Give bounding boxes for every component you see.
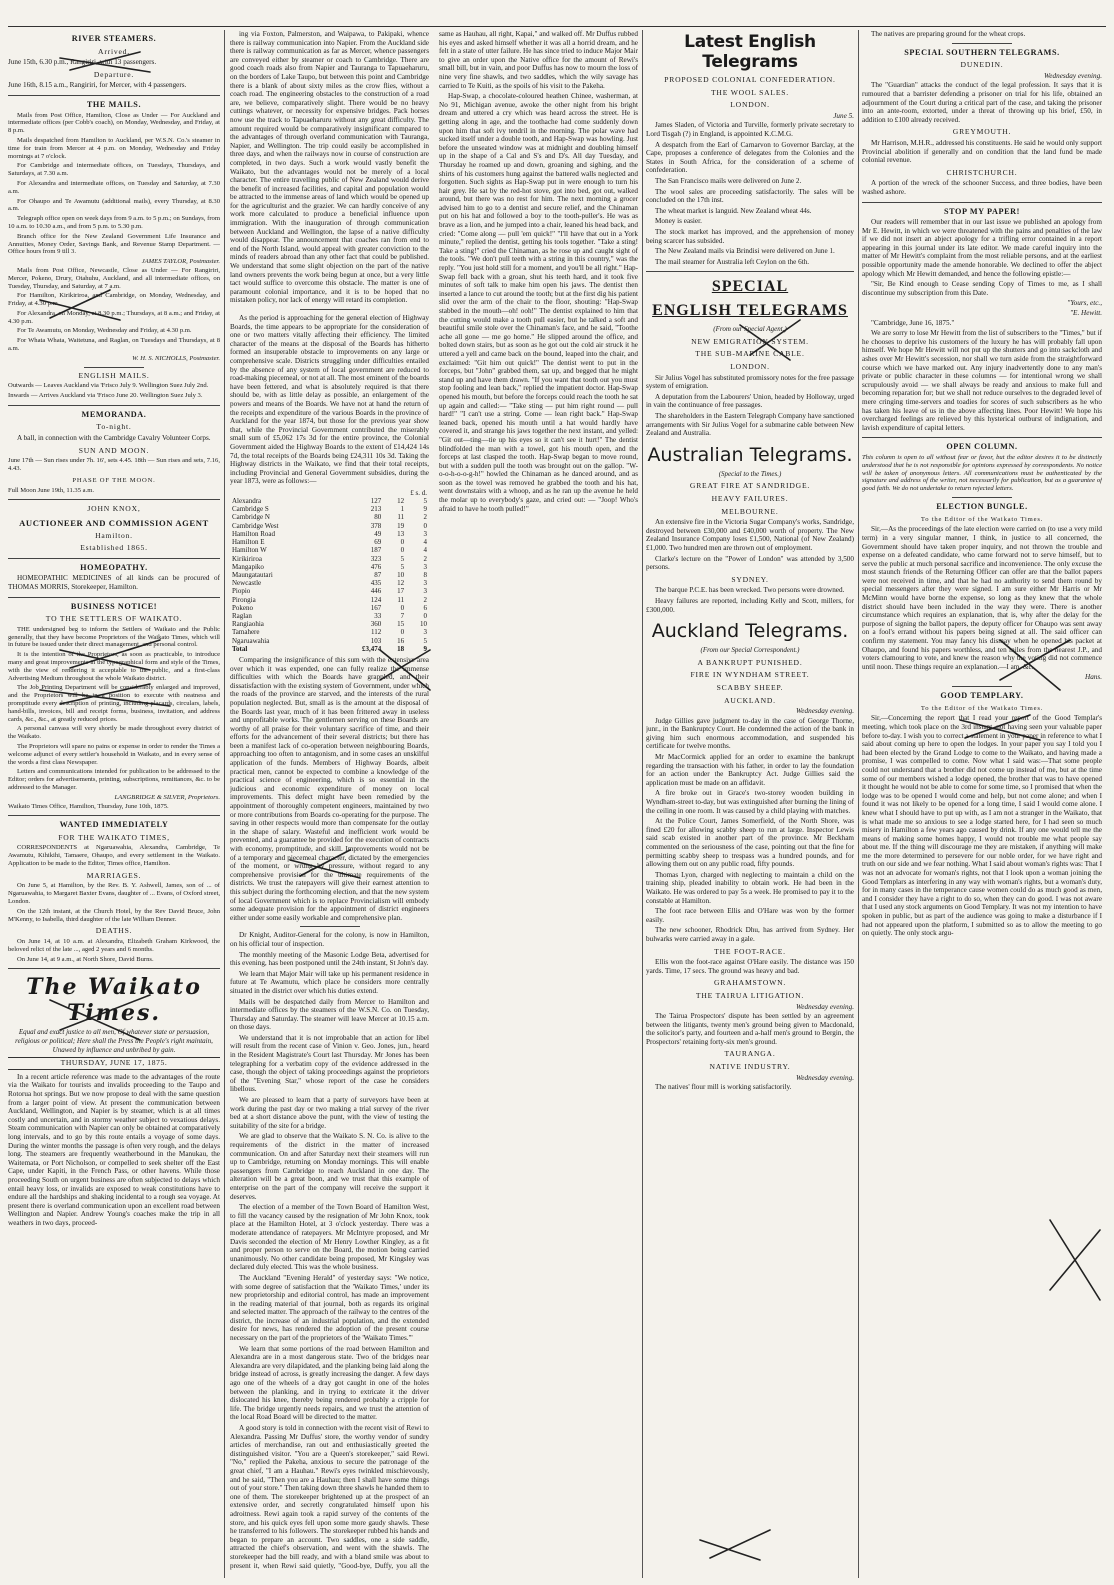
place-heading: DUNEDIN. xyxy=(960,60,1004,70)
business-notice-sub: TO THE SETTLERS OF WAIKATO. xyxy=(45,614,183,624)
subheading: SCABBY SHEEP. xyxy=(716,682,784,692)
news-para: The Tairua Prospectors' dispute has been settled by an agreement between the litigants, twenty men's ground being given to Macdonald, the solicitor's party, and fourteen and a-half men's ground to Bergin, the Prospectors' retaining forty-six men's ground. xyxy=(646,1012,854,1046)
table-cell-amount: 446 xyxy=(370,587,382,596)
subheading: NATIVE INDUSTRY. xyxy=(709,1062,791,1072)
subheading: NEW EMIGRATION SYSTEM. xyxy=(691,336,809,346)
news-para: The barque P.C.E. has been wrecked. Two persons were drowned. xyxy=(655,586,845,595)
news-para: "Sir, Be Kind enough to Cease sending Copy of Times to me, as I shall discontinue my subscription from this Date. xyxy=(862,280,1102,297)
table-cell-amount: 6 xyxy=(423,603,427,612)
divider xyxy=(952,43,1012,44)
business-signature: LANGBRIDGE & SILVER, Proprietors. xyxy=(114,793,220,801)
news-para: Sir Julius Vogel has substituted promissory notes for the free passage system of emigration. xyxy=(646,373,854,391)
table-cell-amount: 10 xyxy=(420,620,427,629)
table-cell-label: Piopio xyxy=(232,587,251,596)
memoranda-heading: MEMORANDA. xyxy=(81,409,147,419)
table-cell-amount: 11 xyxy=(397,595,405,604)
mail-item: For Hamilton, Kirikiriroa, and Cambridge, on Monday, Wednesday, and Friday, at 4.30 p.m. xyxy=(8,292,220,308)
table-total-row xyxy=(230,645,429,653)
news-para: Judge Gillies gave judgment to-day in the case of George Thorne, junr., in the Bankruptcy Court. He condemned the action of the bank in giving him such enormous accommodation, and suspended his certificate for twelve months. xyxy=(646,716,854,751)
news-para: Mr Harrison, M.H.R., addressed his constituents. He said he would only support Provincial abolition if generally and on condition that the land fund be made colonial revenue. xyxy=(862,138,1102,165)
business-para: The Proprietors will spare no pains or expense in order to render the Times a welcome adjunct of every settler's household in Waikato, and in every sense of the words a first class Newspaper. xyxy=(8,742,220,766)
table-cell-amount: 112 xyxy=(371,628,382,637)
table-cell-amount: 18 xyxy=(397,644,405,653)
table-row xyxy=(230,571,429,579)
moon-phase-text: Full Moon June 19th, 11.35 a.m. xyxy=(8,486,95,494)
article-para: A good story is told in connection with the recent visit of Rewi to Alexandra. Passing Mr Duffus' store, the worthy vendor of sundry articles of merchandise, ran out and enthusiastically greeted the distinguished visitor. "You are a Queen's storekeeper," said Rewi. "No," replied the Pakeha, anxious to secure the patronage of the great chief, "I am a Hauhau." Rewi's eyes twinkled mischievously, and he said, "Then you are a Hauhau; then I shall have some things out of your store." Then taking down three shawls he handed them to one of them. The storekeeper brightened up at the prospect of an extensive order, and secretly congratulated himself upon his adroitness. Rewi again took a rapid survey of the contents of the store, and his quick eyes fell upon some more gaudy shawls. These he transferred to his followers. The storekeeper rubbed his hands and began to prepare an account. Two saddles, one a side saddle, attracted the chief's observation, and went with the shawls. The storekeeper had the bill ready, and with a bland smile was about to present it, when Rewi said quietly, "Good-bye, Duffy, you all the same as Hauhau, all right, Kapai," and walked off. Mr Duffus rubbed his eyes and asked himself whether it was all a horrid dream, and he felt in a state of utter failure. He has since tried to induce Major Mair to give an order upon the Native office for the amount of Rewi's small bill, but in vain, and poor Duffus has now to mourn the loss of nine very fine shawls, and two saddles, which the wily savage has carried to Te Kuiti, as the spoils of his visit to the Pakeha. xyxy=(230,30,638,1570)
knox-established: Established 1865. xyxy=(80,543,148,553)
mail-item: Mails despatched from Hamilton to Auckland, per W.S.N. Co.'s steamer in time for train from Mercer at 4 p.m. on Monday, Wednesday and Friday mornings at 7 o'clock. xyxy=(8,136,220,160)
news-para: An extensive fire in the Victoria Sugar Company's works, Sandridge, destroyed between £30,000 and £40,000 worth of property. The New Zealand Insurance Company loses £1,500, National (of New Zealand) £1,000. Two hundred men are thrown out of employment. xyxy=(646,518,854,552)
place-heading: SYDNEY. xyxy=(731,574,769,584)
article-para: We learn that some portions of the road between Hamilton and Alexandra are in a most dangerous state. Two of the bridges near Alexandra are very dilapidated, and the planking being laid along the bridge instead of across, is greatly increasing the danger. A few days ago one of the wheels of a dray got caught in one of the holes between the planking, and in trying to extricate it the driver dislocated his knee, thereby being rendered probably a cripple for life. The bridge urgently needs repairs, and we trust the attention of the local Road Board will be directed to the matter. xyxy=(230,1344,429,1422)
english-mails-heading: ENGLISH MAILS. xyxy=(78,370,150,380)
table-cell-amount: 124 xyxy=(370,595,382,604)
wanted-text: CORRESPONDENTS at Ngaruawahia, Alexandra, Cambridge, Te Awamutu, Kihikihi, Tamaere, Ohaupo, and every settlement in the Waikato. Application to be made to the Editor, Times office, Hamilton. xyxy=(8,844,220,868)
departure-label: Departure. xyxy=(93,69,135,79)
column-3 xyxy=(646,30,854,1578)
table-cell-amount: 5 xyxy=(400,562,405,571)
divider xyxy=(84,367,144,368)
divider xyxy=(646,271,854,272)
open-column-heading: OPEN COLUMN. xyxy=(946,442,1018,452)
table-cell-amount: 4 xyxy=(423,546,427,555)
divider xyxy=(952,686,1012,687)
place-heading: GRAHAMSTOWN. xyxy=(713,978,787,988)
table-cell-amount: 435 xyxy=(370,579,382,588)
news-para: Our readers will remember that in our last issue we published an apology from Mr E. Hewitt, in which we were threatened with the pains and penalties of the law if we did not insert an abject apology for a trifling error contained in a report appearing in this journal under its late editor. We made careful inquiry into the matter of Mr Hewitt's complaint from the most reliable persons, and at the earliest possible opportunity made the amende honorable. We declined to offer the abject apology which Mr Hewitt demanded, and hence the following epistle:— xyxy=(862,218,1102,278)
table-cell-amount: 8 xyxy=(423,570,427,579)
news-para: James Sladen, of Victoria and Turville, formerly private secretary to Lord Tisgah (?) in England, is appointed K.C.M.G. xyxy=(646,121,854,138)
business-para: It is the intention of the Proprietors, as soon as practicable, to introduce many and great improvements in the typographical form and style of the Times, with the view of rendering it acceptable to the public, and a first-class Advertising Medium throughout the whole Waikato district. xyxy=(8,651,220,682)
subheading: FIRE IN WYNDHAM STREET. xyxy=(690,670,810,680)
table-cell-label: Pirongia xyxy=(232,595,256,604)
table-cell-amount: 2 xyxy=(423,513,427,522)
column-1 xyxy=(8,30,220,1578)
news-para: The natives are preparing ground for the wheat crops. xyxy=(871,30,1026,38)
english-mails-in: Inwards — Arrives Auckland via 'Frisco June 20. Wellington Suez July 3. xyxy=(8,392,203,400)
place-heading: AUCKLAND. xyxy=(724,695,776,705)
mail-item: Mails from Post Office, Hamilton, Close as Under — For Auckland and intermediate offices (per Cobb's coach), on Monday, Wednesday, and Friday, at 8 p.m. xyxy=(8,111,220,135)
marriages-heading: MARRIAGES. xyxy=(86,870,142,880)
table-row xyxy=(230,538,429,546)
table-header xyxy=(230,489,429,497)
memo-text: A ball, in connection with the Cambridge Cavalry Volunteer Corps. xyxy=(17,434,211,443)
column-rule xyxy=(858,30,859,1578)
business-date: Waikato Times Office, Hamilton, Thursday, June 10th, 1875. xyxy=(8,802,169,810)
article-para: We are glad to observe that the Waikato S. N. Co. is alive to the requirements of the district in the matter of increased communication. On and after Saturday next their steamers will run up to Cambridge, returning on Monday mornings. This will enable passengers from Cambridge to reach Auckland in one day. The alteration will be a great boon, and we trust that this example of enterprise on the part of the company will receive the support it deserves. xyxy=(230,1132,429,1201)
table-cell-amount: 49 xyxy=(374,529,382,538)
mail-item: For Alexandra, on Monday, at 8.30 p.m.; Thursdays, at 8 a.m.; and Friday, at 4.30 p.m. xyxy=(8,309,220,325)
table-row xyxy=(230,579,429,587)
business-para: A personal canvass will very shortly be made throughout every district of the Waikato. xyxy=(8,725,220,741)
table-cell-amount: 127 xyxy=(370,497,382,506)
table-cell-amount: 9 xyxy=(423,644,427,653)
table-cell-amount: 1 xyxy=(400,505,405,514)
divider xyxy=(8,558,220,559)
table-cell-amount: 0 xyxy=(423,521,427,530)
river-steamers-heading: RIVER STEAMERS. xyxy=(71,34,157,43)
news-para: At the Police Court, James Somerfield, of the North Shore, was fined £20 for allowing scabby sheep to run at large. Inspector Lewis said scab existed in another part of the province. Mr Beckham commented on the seriousness of the case, pointing out that the fine for permitting scabby sheep to trespass was a hundred pounds, and for allowing them out on any public road, fifty pounds. xyxy=(646,817,854,869)
place-heading: LONDON. xyxy=(730,100,770,110)
subheading: THE TAIRUA LITIGATION. xyxy=(695,990,805,1000)
mail-item: For Cambridge and intermediate offices, on Tuesdays, Thursdays, and Saturdays, at 7.30 a.m. xyxy=(8,162,220,178)
subheading: THE FOOT-RACE. xyxy=(714,946,786,956)
table-row xyxy=(230,587,429,595)
article-para: The Auckland "Evening Herald" of yesterday says: "We notice, with some degree of satisfaction that the 'Waikato Times,' under its new proprietorship and editorial control, has made an improvement in the reading material of that journal, both as regards its original and selected matter. The approach of the railway to the centres of the district, the increase of an industrial population, and the extended desire for news, has rendered the adoption of the present course necessary on the part of the proprietors of the 'Waikato Times.'" xyxy=(230,1273,429,1343)
table-cell-amount: 103 xyxy=(370,636,382,645)
english-mails-out: Outwards — Leaves Auckland via 'Frisco July 9. Wellington Suez July 2nd. xyxy=(8,382,209,390)
news-para: A portion of the wreck of the schooner Success, and three bodies, have been washed ashore. xyxy=(862,179,1102,196)
masthead-motto: Equal and exact justice to all men, Of whatever state or persuasion, religious or political; Here shall the Press the People's right maintain, Unawed by influence and unbribed by gain. xyxy=(15,1028,213,1054)
table-cell-amount: 323 xyxy=(370,554,382,563)
divider xyxy=(8,968,220,969)
divider xyxy=(952,497,1012,498)
news-para: Money is easier. xyxy=(655,217,702,226)
table-cell-amount: 87 xyxy=(374,570,382,579)
election-bungle-heading: ELECTION BUNGLE. xyxy=(936,501,1028,511)
news-para: Heavy failures are reported, including Kelly and Scott, millers, for £300,000. xyxy=(646,596,854,614)
divider xyxy=(8,95,220,96)
column-rule xyxy=(224,30,225,1578)
moon-phase-label: PHASE OF THE MOON. xyxy=(72,476,156,484)
mails-signature: JAMES TAYLOR, Postmaster. xyxy=(141,258,220,266)
table-cell-label: Total xyxy=(232,644,248,653)
table-cell-label: Ngaruawahia xyxy=(232,636,270,645)
news-para: The new schooner, Rhodrick Dhu, has arrived from Sydney. Her bulwarks were carried away in a gale. xyxy=(646,926,854,943)
divider xyxy=(862,437,1102,438)
news-para: The shareholders in the Eastern Telegraph Company have sanctioned arrangements with Sir Julius Vogel for a submarine cable between New Zealand and Australia. xyxy=(646,412,854,438)
table-cell-label: Cambridge N xyxy=(232,513,270,522)
marriage-item: On the 12th instant, at the Church Hotel, by the Rev David Bruce, John M'Kenny, to Isabella, third daughter of the late William Denner. xyxy=(8,907,220,923)
table-cell-amount: 13 xyxy=(397,529,405,538)
subheading: PROPOSED COLONIAL CONFEDERATION. xyxy=(664,75,836,84)
correspondent-sub: (From our Special Correspondent.) xyxy=(700,646,800,655)
memo-today: To-night. xyxy=(96,422,132,432)
mails-list xyxy=(8,112,220,363)
table-row xyxy=(230,522,429,530)
deaths-heading: DEATHS. xyxy=(95,926,133,936)
table-cell-amount: 3 xyxy=(423,579,427,588)
mail-item: Branch office for the New Zealand Government Life Insurance and Annuities, Money Order, Savings Bank, and Revenue Stamp Department. — Office hours from 9 till 3. xyxy=(8,232,220,256)
subheading: GREAT FIRE AT SANDRIDGE. xyxy=(689,481,811,491)
issue-date: THURSDAY, JUNE 17, 1875. xyxy=(8,1057,220,1070)
homeopathy-text: HOMEOPATHIC MEDICINES of all kinds can be procured of THOMAS MORRIS, Storekeeper, Hamilton. xyxy=(8,574,220,591)
good-templary-heading: GOOD TEMPLARY. xyxy=(940,691,1024,700)
table-cell-label: Cambridge S xyxy=(232,505,269,514)
table-cell-amount: 3 xyxy=(423,587,427,596)
dateline: Wednesday evening. xyxy=(795,1002,854,1011)
open-column-note: This column is open to all without fear or favor, but the editor desires it to be distinctly understood that he is not responsible for opinions expressed by correspondents. No notice will be taken of anonymous letters. All communications must be authenticated by the signature and address of the writer, not necessarily for publication, but as a guarantee of good faith. We do not undertake to return rejected letters. xyxy=(862,453,1102,493)
table-cell-label: Raglan xyxy=(232,611,252,620)
special-heading: SPECIAL xyxy=(711,278,789,296)
divider xyxy=(8,815,220,816)
table-cell-amount: 213 xyxy=(370,505,382,514)
table-row xyxy=(230,637,429,645)
mail-item: Telegraph office open on week days from 9 a.m. to 5 p.m.; on Sundays, from 10 a.m. to 10.30 a.m., and from 5 p.m. to 5.30 p.m. xyxy=(8,215,220,230)
table-row xyxy=(230,505,429,513)
latest-english-telegrams-heading: Latest English Telegrams xyxy=(684,32,816,72)
mails-heading: THE MAILS. xyxy=(86,99,142,109)
article-para: We learn that Major Mair will take up his permanent residence in future at Te Awamutu, which place he considers more centrally situated in the district over which his duties extend. xyxy=(230,969,429,995)
table-row xyxy=(230,628,429,636)
homeopathy-heading: HOMEOPATHY. xyxy=(80,562,148,572)
news-para: A fire broke out in Grace's two-storey wooden building in Wyndham-street to-day, but was extinguished after burning the lining of the ceiling in one room. It was caused by a child playing with matches. xyxy=(646,789,854,815)
table-cell-amount: 0 xyxy=(400,538,405,547)
news-para: Thomas Lyon, charged with neglecting to maintain a child on the training ship, pleaded inability to obtain work. He had been in the Waikato. He was ordered to pay 5s a week. He promised to pay it to the constable at Hamilton. xyxy=(646,870,854,905)
news-para: The stock market has improved, and the apprehension of money being scarcer has subsided. xyxy=(646,227,854,245)
column-2 xyxy=(230,30,638,1578)
table-row xyxy=(230,604,429,612)
news-para: The wheat market is languid. New Zealand wheat 44s. xyxy=(655,206,812,215)
letter-addressee: To the Editor of the Waikato Times. xyxy=(920,515,1044,523)
letter-date: "Cambridge, June 16, 1875." xyxy=(871,318,955,327)
table-cell-amount: 0 xyxy=(400,628,405,637)
article-para: The election of a member of the Town Board of Hamilton West, to fill the vacancy caused by the resignation of Mr John Knox, took place at the Hamilton Hotel, at 3 o'clock yesterday. There was a moderate attendance of ratepayers. Mr McIntyre proposed, and Mr Davis seconded the election of Mr Henry Lowther Kingley, as a fit and proper person to serve on the Board, the motion being carried unanimously. No other candidate being proposed, Mr Kingsley was declared duly elected. This was the whole business. xyxy=(230,1203,429,1272)
table-cell-amount: 5 xyxy=(423,636,427,645)
table-row xyxy=(230,612,429,620)
wanted-heading: WANTED IMMEDIATELY xyxy=(59,820,169,830)
table-header-cell: £ s. d. xyxy=(410,488,427,497)
knox-place: Hamilton. xyxy=(95,530,133,540)
table-cell-label: Pokeno xyxy=(232,603,253,612)
table-cell-label: Hamilton Road xyxy=(232,529,275,538)
table-cell-amount: 2 xyxy=(423,554,427,563)
mail-item: For Te Awamutu, on Monday, Wednesday and Friday, at 4.30 p.m. xyxy=(17,327,192,335)
divider xyxy=(862,202,1102,203)
place-heading: CHRISTCHURCH. xyxy=(946,167,1018,177)
table-cell-amount: 0 xyxy=(423,611,427,620)
news-para: The "Guardian" attacks the conduct of the legal profession. It says that it is rumoured that a barrister defending a prisoner on trial for his life, obtained an adjournment of the Court during a critical part of the case, and taking the prisoner into an ante-room, extorted, under a threat of throwing up his brief, £50, in addition to £100 already received. xyxy=(862,81,1102,124)
divider xyxy=(8,499,220,500)
english-telegrams-heading: ENGLISH TELEGRAMS xyxy=(652,302,848,320)
letter-text: Sir,—As the proceedings of the late election were carried on (to use a very mild term) in a very singular manner, I think, in justice to all concerned, the Government should have taken proper inquiry, and not thrown the trouble and expense on a defeated candidate, who came forward not to serve himself, but to serve the public at much personal sacrifice and inconvenience. The only excuse the most staunch friends of the Returning Officer can offer are that the ballot papers were not received in time, and that he had no authority to send them round by special messengers after they were signed. I am sure either Mr Harris or Mr McMinn would have borne the expense, so long as they knew that the whole district should have been included in the way they were. There is another circumstance which requires an explanation, that is, why after the delay for the purpose of signing the ballot papers, the deputy officer for Ohaupo was sent away on a fool's errand without his papers being signed at all. The said officer can confirm my statement. You may fancy his dismay when he opened his packet at Ohaupo, and found his papers worthless, and ten miles from the nearest J.P., and voters clamouring to vote, and knew the reason why the voting did not commence until noon. These things require an explanation.—I am, &c., xyxy=(862,525,1102,671)
table-cell-amount: 9 xyxy=(423,505,427,514)
business-para: Letters and communications intended for publication to be addressed to the Editor; orders for advertisements, printing, subscriptions, remittances, &c. to be addressed to the Manager. xyxy=(8,768,220,791)
table-cell-amount: 3 xyxy=(423,562,427,571)
divider xyxy=(8,597,220,598)
table-row xyxy=(230,513,429,521)
table-cell-amount: 7 xyxy=(400,611,405,620)
news-para: We are sorry to lose Mr Hewitt from the list of subscribers to the "Times," but if he chooses to deprive his customers of the luxury he has will probably fall upon himself. We hope Mr Hewitt will not put up the shutters and go into sackcloth and ashes over Mr Hewitt's secession, nor shall we turn aside from the straightforward course which we have marked out. Any injury inadvertently done to any man's private or public character in these columns — for intentional wrong we shall scrupulously avoid — we shall always be ready and anxious to make full and becoming reparation for; but we shall not reduce ourselves to the degraded level of mere cringing time-servers and toadies for scores of such subscribers as he who has taken his leave of us in the above affecting lines. Poor Hewitt! We hope his overcharged feelings are relieved by this hysterical outburst of indignation, and lavish expenditure of capital letters. xyxy=(862,329,1102,432)
table-cell-amount: 12 xyxy=(397,579,405,588)
table-cell-amount: 3 xyxy=(423,628,427,637)
business-notice-heading: BUSINESS NOTICE! xyxy=(70,601,158,611)
arrived-text: June 15th, 6.30 p.m., Rangiriri, with 13 passengers. xyxy=(8,58,157,67)
table-cell-label: Newcastle xyxy=(232,579,262,588)
sun-text: June 17th — Sun rises under 7h. 16', sets 4.45. 18th — Sun rises and sets, 7.16, 4.43. xyxy=(8,457,220,473)
table-cell-amount: 476 xyxy=(370,562,382,571)
divider xyxy=(8,405,220,406)
table-cell-amount: 10 xyxy=(397,570,405,579)
business-notice-body xyxy=(8,626,220,811)
table-cell-label: Cambridge West xyxy=(232,521,279,530)
table-cell-amount: 187 xyxy=(370,546,382,555)
dateline: Wednesday evening. xyxy=(795,1073,854,1082)
article-para: Dr Knight, Auditor-General for the colony, is now in Hamilton, on his official tour of inspection. xyxy=(230,931,429,948)
letter-signature: Hans. xyxy=(1085,673,1102,682)
table-cell-amount: 11 xyxy=(397,513,405,522)
stop-my-paper-heading: STOP MY PAPER! xyxy=(943,206,1021,216)
letter-signature: "E. Hewitt. xyxy=(1070,309,1102,318)
table-cell-label: Hamilton W xyxy=(232,546,267,555)
top-rule xyxy=(8,26,1106,27)
divider xyxy=(300,926,360,927)
table-cell-amount: 33 xyxy=(374,611,382,620)
news-para: The New Zealand mails via Brindisi were delivered on June 1. xyxy=(655,247,835,256)
table-row xyxy=(230,530,429,538)
news-para: The wool sales are proceeding satisfactorily. The sales will be concluded on the 17th inst. xyxy=(646,187,854,205)
table-cell-label: Hamilton E xyxy=(232,538,265,547)
table-cell-label: Rangiaohia xyxy=(232,620,264,629)
mail-item: For Alexandra and intermediate offices, on Tuesday and Saturday, at 7.30 a.m. xyxy=(8,179,220,195)
place-heading: TAURANGA. xyxy=(724,1049,776,1059)
table-row xyxy=(230,546,429,554)
table-cell-amount: 69 xyxy=(374,538,382,547)
place-heading: GREYMOUTH. xyxy=(952,127,1012,137)
table-cell-amount: 17 xyxy=(397,587,405,596)
place-heading: MELBOURNE. xyxy=(721,506,779,516)
table-cell-amount: 12 xyxy=(397,497,405,506)
table-cell-amount: £3,474 xyxy=(362,644,382,653)
letter-closing: "Yours, etc., xyxy=(1067,299,1102,308)
wanted-sub: FOR THE WAIKATO TIMES, xyxy=(58,832,170,842)
marriage-item: On June 5, at Hamilton, by the Rev. B. Y. Ashwell, James, son of ... of Ngaruawahia, to Margaret Baxter Evans, daughter of ... Evans, of Oxford street, London. xyxy=(8,882,220,906)
mail-item: For Whata Whata, Waitetuna, and Raglan, on Tuesdays and Thursdays, at 8 a.m. xyxy=(8,337,220,353)
dateline: Wednesday evening. xyxy=(1043,71,1102,80)
arrived-label: Arrived. xyxy=(98,46,130,56)
mail-item: For Ohaupo and Te Awamutu (additional mails), every Thursday, at 8.30 a.m. xyxy=(8,197,220,213)
table-row xyxy=(230,555,429,563)
news-para: A deputation from the Labourers' Union, headed by Holloway, urged in vain the continuance of free passages. xyxy=(646,392,854,410)
highway-receipts-table xyxy=(230,489,429,653)
column-4 xyxy=(862,30,1102,1578)
table-row xyxy=(230,596,429,604)
subheading: HEAVY FAILURES. xyxy=(711,494,789,503)
leader-article: In a recent article reference was made to the advantages of the route via the Waikato for tourists and invalids proceeding to the Taupo and Rotorua hot springs. But we now propose to deal with the same question from a larger point of view. At present the communication between Auckland, Wellington, and Napier is by steamer, which is at all times costly and uncertain, and in stormy weather subject to vexatious delays. Steam communication with Napier can only be obtained at comparatively long intervals, and to go by this route entails a voyage of some days. During the winter months the passage is often very rough, and the delays long. The steamers are frequently weatherbound in the Manukau, the Waitemata, or Port Nicholson, or compelled to seek shelter off the East Cape, under Kapiti, in the French Pass, or other havens. While those proceeding South on urgent business are often subjected to delays which entail heavy loss, or invalids are exposed to weak constitutions have to endure all the hardships and shaking incidental to a rough sea voyage. At present there is overland communication upon an excellent road between Wellington and Napier. Andrew Young's coaches make the trip in all weathers in two days, proceed- xyxy=(8,1072,220,1227)
auckland-telegrams-heading: Auckland Telegrams. xyxy=(651,620,849,643)
death-item: On June 14, at 10 a.m. at Alexandra, Elizabeth Graham Kirkwood, the beloved relict of the late ..., aged 2 years and 6 months. xyxy=(8,938,220,953)
table-cell-label: Maungatautari xyxy=(232,570,273,579)
news-para: Ellis won the foot-race against O'Hare easily. The distance was 150 yards. Time, 17 secs. The ground was heavy and bad. xyxy=(646,958,854,975)
table-cell-amount: 15 xyxy=(397,620,405,629)
knox-name: JOHN KNOX, xyxy=(87,504,141,514)
article-para: We are pleased to learn that a party of surveyors have been at work during the past day or two making a trial survey of the river bed at a short distance above the punt, with the view of testing the suitability of the site for a bridge. xyxy=(230,1096,429,1130)
table-cell-label: Kirikiriroa xyxy=(232,554,262,563)
subheading: THE SUB-MARINE CABLE. xyxy=(695,349,805,359)
mail-item: Mails from Post Office, Newcastle, Close as Under — For Rangiriri, Mercer, Pokeno, Drury, Otahuhu, Auckland, and all intermediate offices, on Tuesday, Thursday, and Saturday, at 7 a.m. xyxy=(8,266,220,290)
news-para: The natives' flour mill is working satisfactorily. xyxy=(655,1083,792,1092)
subheading: THE WOOL SALES. xyxy=(710,87,790,97)
news-para: The mail steamer for Australia left Ceylon on the 6th. xyxy=(655,257,810,266)
table-cell-amount: 4 xyxy=(423,538,427,547)
news-para: The foot race between Ellis and O'Hare was won by the former easily. xyxy=(646,907,854,924)
article-para: Hap-Swap, a chocolate-coloured heathen Chinee, washerman, at No 91, Michigan avenue, awoke the other night from his bright dream and uttered a cry which was heard across the street. He is getting along in age, and the toothache had come suddenly down upon him that soft ivy tendril in the morning. The polar wave had sucked itself under a double tooth, and Hap-Swap was howling. Just before the unseated window was at midnight and doubling himself up in the shape of a Cal and S's and D's. All day Tuesday, and Thursday he roamed up and down, groaning and sighing, and the shirts of his customers hung against the battered walls neglected and forgotten. Such sights as Hap-Swap put in were enough to turn his hair grey. He sat by the red-hot stove, got into bed, got out, walked around, but there was no rest for him. The next morning a grocer advised him to go to a dentist and secure relief, and the Chinaman put on his hat and followed a boy to the tooth-puller's. He was as brave as a lion, and he jumped into a chair, leaned his head back, and cried: "Come along — pull 'em quick!" "I'll have that out in a York minute," replied the dentist, getting his tools together. "Take a sting! Take a sting!" cried the Chinaman, as he rose up and caught sight of the tools. "We don't pull teeth with a string in this country," was the reply. "You just hold still for a moment, and you'll be all right." Hap-Swap fell back with a groan, shut his teeth hard, and it took five minutes of soft talk to make him open his jaws. The dentist then inserted a lance to cut around the tooth; but at the first dig his patient slid over the arm of the chair to the floor, shouting: "Hap-Swap stabbed in the mouth—oh! ooh!" The dentist explained to him that the cutting would make a tooth pull easier, but he talked a soft and beautiful smile stole over the Chinaman's face, and he said, "Toothe ache all gone — me go home." He slipped around the office, and bolted down stairs, but as soon as he got out the cold air struck it he uttered a yell and came back on the bound, leaped into the chair, and exclaimed: "Git him out quick!" The dentist went to put in the forceps, but "John" grabbed them, sat up, and begged that he might stand up and have them drawn. "If you want that tooth out you must stop fooling and lean back," replied the impatient doctor. Hap-Swap opened his mouth, but before the forceps could reach the tooth he sat up again and called:— "Take sting — put him right round — pull hard!" "I can't use a string. Come — lean right back." Hap-Swap leaned back, opened his mouth until a hat would hardly have covered it, and strange his jaws together the next instant, and yelled: "Git out—ting—tie up his eyes so it can't see it hurt!" The dentist blindfolded the man with a towel, got his mouth open, and the forceps at last clasped the tooth. Hap-Swap began to move round, but with a sudden pull the tooth was brought out on the gallop. "W-o-o-h-o-o-g-h!" howled the Chinaman as he danced around, and as soon as the towel was removed he grabbed the tooth and his hat, went downstairs with a whoop, and as he ran up the avenue he held the molar up to everybody's gaze, and cried out: — "Joop! Who's afraid to have he tooth pulled!" xyxy=(439,92,638,513)
table-row xyxy=(230,497,429,505)
dateline: June 5. xyxy=(833,111,854,120)
table-row xyxy=(230,563,429,571)
dateline: Wednesday evening. xyxy=(795,707,854,716)
article-para: Comparing the insignificance of this sum with the extensive area over which it was expended, one can fully realize the immense difficulties with which the Boards have grappled, and their dissatisfaction with the existing system of Government, under which the roads of the province are starved, and the interests of the rural population neglected. But, small as is the amount at the disposal of the Boards last year, much of it has been frittered away in useless and unprofitable works. The gentlemen serving on these Boards are worthy of all praise for their voluntary sacrifice of time, and their efforts for the advancement of their several districts; but there has been a manifest lack of co-operation between neighbouring Boards, approaching too often to antagonism, and in some cases an unskilful application of the funds. Members of Highway Boards, albeit practical men, cannot be expected to combine a knowledge of the practical science of engineering, which is so essential in the judicious and economic expenditure of money on local improvements. This defect might have been remedied by the appointment of thoroughly competent engineers, maintained by two or more contributions from Boards co-operating for the purpose. The saving in other respects would more than compensate for the outlay in the shape of salary. Wasteful and inefficient work would be prevented, and a guarantee be provided for the execution of contracts with economy, promptitude, and skill. Improvements would not be of a temporary and piecemeal character, dictated by the emergencies of the moment, or wrung by pressure, without regard to any comprehensive provision for the ultimate requirements of the districts. We trust the ratepayers will give their earnest attention to this subject during the forthcoming election, and that the new system of local Government which is to replace Provincialism will embody some adequate provision for the appointment of district engineers either under some easily workable and comprehensive plan. xyxy=(230,655,429,922)
table-cell-amount: 19 xyxy=(397,521,405,530)
table-cell-amount: 5 xyxy=(400,554,405,563)
death-item: On June 14, at 9 a.m., at North Shore, David Burns. xyxy=(17,955,154,963)
australian-telegrams-heading: Australian Telegrams. xyxy=(647,443,853,466)
table-cell-amount: 80 xyxy=(374,513,382,522)
news-para: A despatch from the Earl of Carnarvon to Governor Barclay, at the Cape, proposes a conference of delegates from the Colonies and the States in South Africa, for the consideration of a scheme of confederation. xyxy=(646,140,854,175)
article-para: As the period is approaching for the general election of Highway Boards, the time appears to be appropriate for the consideration of one or two matters vitally affecting their efficiency. The limited character of the means at the disposal of the Boards has hitherto formed an insuperable obstacle to improvements on any large or comprehensive scale. Districts struggling under difficulties entailed by the absence of any system of local government are reduced to road-making piecemeal, or not at all. The most eminent of the boards have been fettered, and what is absolutely required is that there should be, with as little delay as possible, an enlargement of the powers and means of the Boards. We have not at hand the return of the receipts and expenditure of the various Boards in the province of Auckland for the year 1874, but those for the previous year show that, while the Provincial Government contributed the miserably small sum of £5,062 17s 3d for the entire province, the Colonial Government aided the Highway Boards to the extent of £14,424 14s 7d, the total receipts of the Boards being £24,311 10s 3d. Taking the Highway districts in the Waikato, we find that their total receipts, including Provincial and General Government subsidies, during the year 1873, were as follows:— xyxy=(230,314,429,486)
letter-text: Sir,—Concerning the report that I read your report of the Good Templar's meeting, which took place on the 3rd instant, not having seen your valuable paper before to-day. I wish you to correct a statement in your paper in reference to what I said about coming up here to open the lodges. In your paper you say I told you I had been elected by the Grand Lodge to come to the Waikato, and having made a promise, I was compelled to come. Now what I said was:—That some people could not understand that a brother did not come up instead of me, but at the time some of our members wished a lodge opened, the brother that was to have opened it thought he would not be able to come for some time, so I promised that when the lodge was to be opened I would come and help, but not come alone; and when I found it was not likely to be opened for a long time, I said I would come alone. I knew what I should have to put up with, as I am not a stranger in the Waikato, that is what made me so anxious to see a lodge started here, for I had seen so much misery in Hamilton a few years ago caused by drink. If any one would tell me the means of making some homes happy, I would not trouble me what people say about me. If the thing will discourage me they are mistaken, if anything will make me the more determined to persevere for our noble order, for we have right and truth on our side and we fear nothing. What I said about woman's rights was: That I was not an advocate for woman's rights, not that I look upon a woman joining the Good Templars as interfering in any way with woman's rights, but a woman's duty, for in many cases in the temperance cause women could do as much good as men, and I consider they have a right to do so, when they can do good. I was not aware that I used any stock arguments on Good Templary. It was not my intention to have spoken in public, but as part of the audience was going to make a disturbance if I had not appeared upon the platform, I submitted so as to allow the meeting to go on quietly. The only stock argu- xyxy=(862,714,1102,938)
table-cell-amount: 0 xyxy=(400,603,405,612)
mails2-signature: W. H. S. NICHOLLS, Postmaster. xyxy=(132,354,220,362)
column-rule xyxy=(642,30,643,1578)
table-cell-amount: 5 xyxy=(423,497,427,506)
special-agent-sub: (From our Special Agent.) xyxy=(713,325,787,334)
knox-title: AUCTIONEER AND COMMISSION AGENT xyxy=(19,518,209,529)
table-cell-amount: 16 xyxy=(397,636,405,645)
place-heading: LONDON. xyxy=(730,362,770,372)
table-cell-label: Tamahere xyxy=(232,628,260,637)
table-cell-label: Alexandra xyxy=(232,497,262,506)
subheading: A BANKRUPT PUNISHED. xyxy=(697,657,803,667)
southern-telegrams-heading: SPECIAL SOUTHERN TELEGRAMS. xyxy=(904,47,1060,57)
article-para: We understand that it is not improbable that an action for libel will result from the recent case of Vinion v. Geo. Jones, jun., heard in the Resident Magistrate's Court last Thursday. Mr Jones has been telegraphing for a verbatim copy of the evidence addressed in the case, though the object of taking proceedings against the proprietors of the "Evening Star," whose report of the case he considers libellous. xyxy=(230,1033,429,1094)
times-sub: (Special to the Times.) xyxy=(718,469,782,478)
table-cell-amount: 378 xyxy=(370,521,382,530)
letter-addressee: To the Editor of the Waikato Times. xyxy=(920,704,1044,712)
sun-moon-heading: SUN AND MOON. xyxy=(78,445,150,455)
table-cell-label: Mangapiko xyxy=(232,562,264,571)
table-cell-amount: 2 xyxy=(423,595,427,604)
table-cell-amount: 360 xyxy=(370,620,382,629)
article-para: ing via Foxton, Palmerston, and Waipawa, to Pakipaki, whence there is railway communication into Napier. From the Auckland side there is railway communication as far as Mercer, whence passengers are conveyed either by steamer or coach to Cambridge. There are good coach roads also from Napier and Tauranga to Tapuaeharuru, on the borders of Lake Taupo, but between this point and Cambridge there is a blank of about sixty miles as the crow flies, without a coach road. The engineering obstacles to the construction of a road are, we believe, comparatively slight. There would be no heavy cuttings whatever, or necessity for expensive bridges. Pack horses now use the track to Tapuaeharuru without any great difficulty. The amount required would be comparatively insignificant compared to the advantages of through overland communication with Tauranga, Napier, and Wellington. The trip could easily be accomplished in three days, and when the railways now in course of construction are completed, in two days. Such a work would vastly benefit the Waikato, but the advantages would not be merely of a local character. The entire travelling public of New Zealand would derive the benefit of increased facilities, and capital and population would be attracted to the immense areas of land which would be opened up for the agriculturist and the grazier. We can hardly conceive of any work more calculated to produce a beneficial influence upon immigration. With the inauguration of through communication between Auckland and Wellington, the lapse of a native difficulty would disappear. The announcement that coaches ran from end to end of the North Island, would appeal with greater conviction to the minds of readers abroad than any other fact that could be published. We understand that some slight objection on the part of the native land owners prevents the work being begun at once, but a very little tact would suffice to overcome this obstacle. The matter is one of paramount colonial importance, and it is to be hoped that no mistaken policy, nor lack of energy will retard its completion. xyxy=(230,30,429,305)
news-para: Mr MacCormick applied for an order to examine the bankrupt regarding the transaction with his father, in order to lay the foundation for an action under the Bankruptcy Act. Judge Gillies said the application must be made on an affidavit. xyxy=(646,753,854,787)
article-para: The monthly meeting of the Masonic Lodge Beta, advertised for this evening, has been postponed until the 24th instant, St John's day. xyxy=(230,950,429,968)
news-para: Clarke's lecture on the "Power of London" was attended by 3,500 persons. xyxy=(646,554,854,572)
news-para: The San Francisco mails were delivered on June 2. xyxy=(655,176,802,185)
article-para: Mails will be despatched daily from Mercer to Hamilton and intermediate offices by the steamers of the W.S.N. Co. on Tuesday, Thursday and Saturday. The steamer will leave Mercer at 10.15 a.m. on those days. xyxy=(230,997,429,1032)
table-cell-amount: 167 xyxy=(370,603,382,612)
table-cell-amount: 0 xyxy=(400,546,405,555)
business-para: The Job Printing Department will be considerably enlarged and improved, and the Proprietors will be in a position to execute with neatness and promptitude every description of printing, including placards, circulars, labels, hand-bills, invoices, bill and receipt forms, business, invitation, and address cards, &c., &c., at greatly reduced prices. xyxy=(8,684,220,723)
departure-text: June 16th, 8.15 a.m., Rangiriri, for Mercer, with 4 passengers. xyxy=(8,81,187,90)
masthead-title: The Waikato Times. xyxy=(26,974,202,1027)
table-row xyxy=(230,620,429,628)
table-cell-amount: 3 xyxy=(423,529,427,538)
divider xyxy=(300,309,360,310)
business-para: THE undersigned beg to inform the Settlers of Waikato and the Public generally, that they have become Proprietors of the Waikato Times, which will in future be issued under their direct management, and personal control. xyxy=(8,625,220,649)
